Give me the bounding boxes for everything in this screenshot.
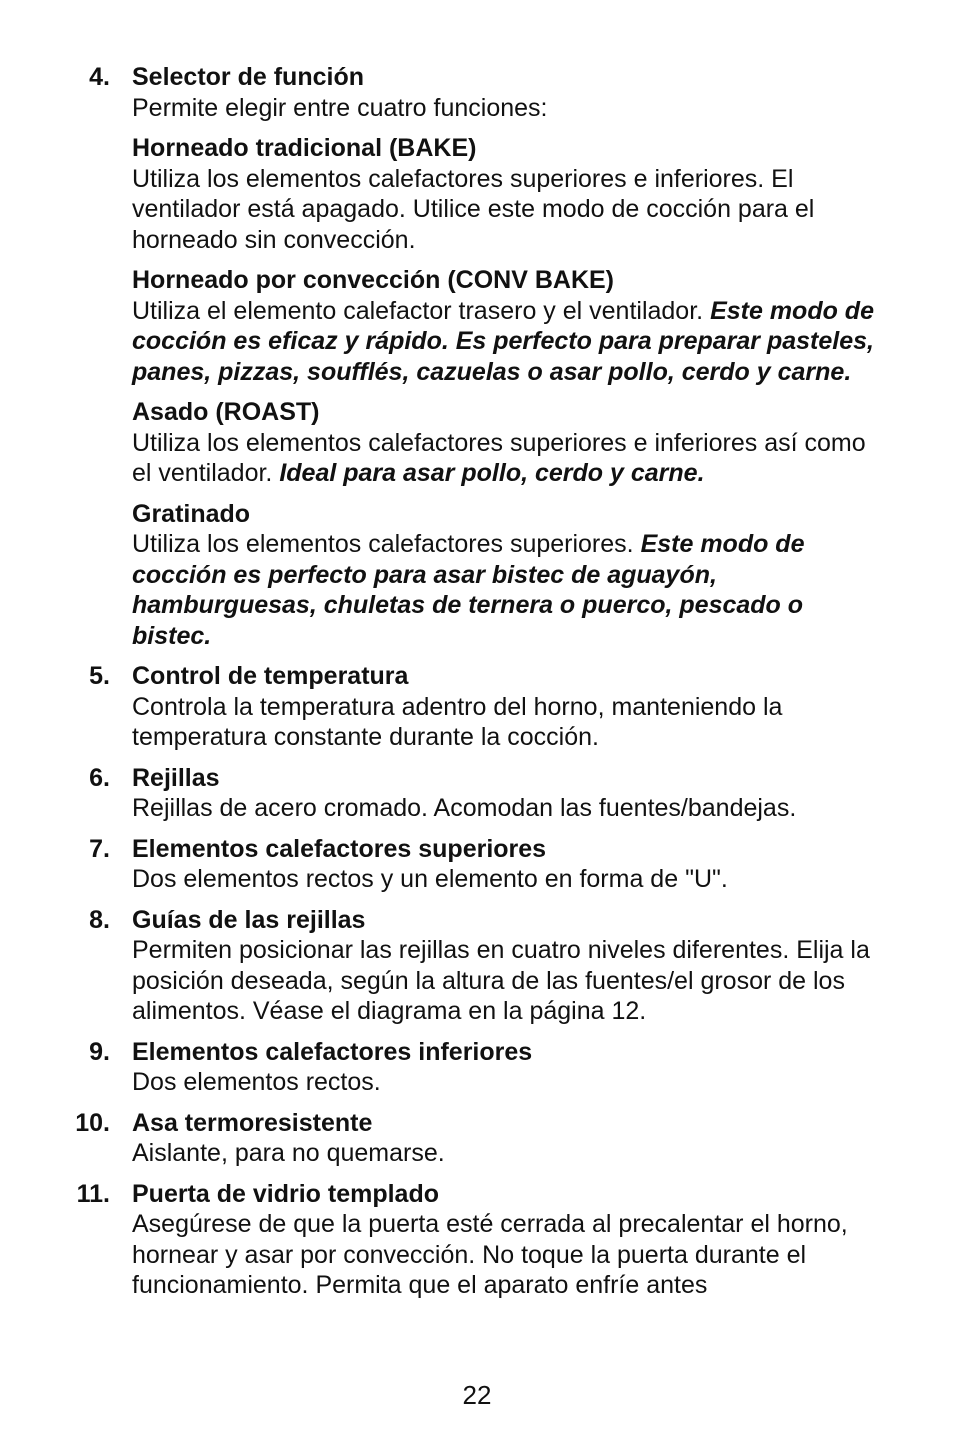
item-number: 8. [89,905,110,934]
item-title: Elementos calefactores superiores [132,834,547,863]
item-number: 5. [89,662,110,690]
page-number: 22 [462,1380,492,1410]
subsection-body [132,529,884,651]
item-number: 6. [89,763,110,792]
item-title: Elementos calefactores inferiores [132,1037,533,1066]
item-title: Guías de las rejillas [132,905,366,934]
subsection-text: Utiliza el elemento calefactor trasero y el ventilador. [132,296,711,325]
item-number: 7. [89,834,110,863]
subsection-gratinado [132,499,884,652]
subsection-body [132,296,884,388]
item-description: Dos elementos rectos y un elemento en forma de "U". [132,865,728,893]
item-description: Permiten posicionar las rejillas en cuatro niveles diferentes. Elija la posición deseada, según la altura de las fuentes/el grosor de los alimentos. Véase el diagrama en la página 12. [132,936,870,1025]
subsection-roast [132,397,884,489]
list-item-10 [0,1108,954,1169]
list-item-4 [0,62,954,651]
item-title: Rejillas [132,763,220,792]
item-number: 10. [75,1108,110,1137]
item-title: Selector de función [132,63,364,91]
item-number: 11. [76,1179,110,1208]
item-title: Asa termoresistente [132,1108,373,1137]
document-page [0,62,954,1311]
list-item-9 [0,1037,954,1098]
item-description: Asegúrese de que la puerta esté cerrada al precalentar el horno, hornear y asar por convección. No toque la puerta durante el funcionamiento. Permita que el aparato enfríe antes [132,1210,848,1299]
item-title: Control de temperatura [132,662,409,690]
subsection-text: Utiliza los elementos calefactores superiores. [132,530,641,558]
item-title: Puerta de vidrio templado [132,1179,440,1208]
item-description: Aislante, para no quemarse. [132,1139,445,1167]
subsection-title: Horneado por convección (CONV BAKE) [132,266,614,294]
subsection-emphasis: Ideal para asar pollo, cerdo y carne. [279,459,705,487]
subsection-emphasis: Este modo de cocción es perfecto para asar bistec de aguayón, hamburguesas, chuletas de ternera o puerco, pescado o bistec. [132,530,805,650]
list-item-11 [0,1179,954,1301]
subsection-text: Utiliza los elementos calefactores superiores e inferiores así como el ventilador. [132,428,866,487]
item-description: Dos elementos rectos. [132,1068,381,1096]
subsection-body [132,428,884,489]
list-item-7 [0,834,954,895]
list-item-8 [0,905,954,1027]
subsection-emphasis: Este modo de cocción es eficaz y rápido. Es perfecto para preparar pasteles, panes, pizzas, soufflés, cazuelas o asar pollo, cerdo y carne. [132,296,874,386]
subsection-bake [132,133,884,255]
subsection-title: Gratinado [132,499,251,528]
list-item-6 [0,763,954,824]
item-description: Permite elegir entre cuatro funciones: [132,93,548,122]
item-description: Rejillas de acero cromado. Acomodan las fuentes/bandejas. [132,794,797,822]
item-number: 4. [89,63,110,91]
list-item-5 [0,661,954,753]
subsection-text: Utiliza los elementos calefactores superiores e inferiores. El ventilador está apagado. Utilice este modo de cocción para el horneado sin convección. [132,164,815,254]
subsection-title: Horneado tradicional (BAKE) [132,134,477,162]
subsection-conv-bake [132,265,884,387]
subsection-title: Asado (ROAST) [132,398,320,426]
item-number: 9. [89,1037,110,1066]
item-description: Controla la temperatura adentro del horno, manteniendo la temperatura constante durante la cocción. [132,692,783,751]
